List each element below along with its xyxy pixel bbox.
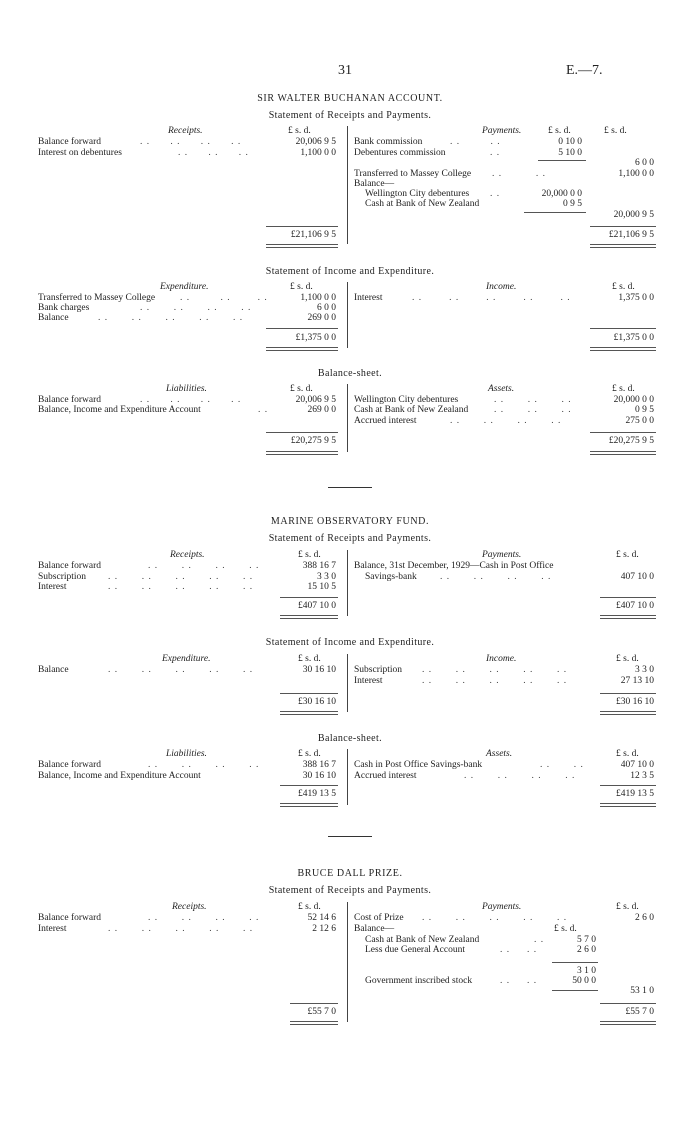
rp-title-marine: Statement of Receipts and Payments.: [268, 533, 432, 544]
ledger-total: £55 7 0: [307, 1007, 336, 1017]
section-divider: [328, 836, 372, 837]
ledger-label: Subscription: [38, 572, 87, 582]
expenditure-header: Expenditure.: [162, 654, 211, 664]
ledger-label: Balance, Income and Expenditure Account: [38, 405, 201, 415]
ledger-amount: 3 3 0: [317, 572, 336, 582]
ledger-total: £1,375 0 0: [613, 333, 654, 343]
ledger-total: £21,106 9 5: [608, 230, 654, 240]
ledger-label: Balance forward: [38, 561, 102, 571]
ledger-label: Cash at Bank of New Zealand: [365, 935, 480, 945]
ledger-total: £419 13 5: [298, 789, 336, 799]
currency-units: £ s. d.: [290, 282, 313, 292]
ledger-label: Interest: [354, 293, 383, 303]
ledger-amount: 407 10 0: [620, 760, 654, 770]
currency-units: £ s. d.: [298, 902, 321, 912]
ledger-label: Wellington City debentures: [365, 189, 470, 199]
rp-title-buchanan: Statement of Receipts and Payments.: [268, 110, 432, 121]
ledger-total: £30 16 10: [616, 697, 654, 707]
ledger-label: Interest: [38, 582, 67, 592]
ledger-amount: 407 10 0: [620, 572, 654, 582]
ledger-subamount: 5 7 0: [577, 935, 596, 945]
ledger-label: Less due General Account: [365, 945, 465, 955]
page-number: 31: [338, 63, 352, 78]
currency-units: £ s. d.: [298, 749, 321, 759]
ledger-label: Interest: [38, 924, 67, 934]
payments-header: Payments.: [482, 550, 522, 560]
ledger-amount: 30 16 10: [302, 771, 336, 781]
currency-units: £ s. d.: [604, 126, 627, 136]
currency-units: £ s. d.: [290, 384, 313, 394]
ledger-subamount: 0 10 0: [558, 137, 582, 147]
ledger-amount: 1,100 0 0: [618, 169, 654, 179]
ledger-amount: 2 6 0: [635, 913, 654, 923]
ie-title-marine: Statement of Income and Expenditure.: [265, 637, 435, 648]
ledger-label: Interest: [354, 676, 383, 686]
currency-units: £ s. d.: [616, 902, 639, 912]
bs-title-marine: Balance-sheet.: [317, 733, 383, 744]
ledger-label: Government inscribed stock: [365, 976, 473, 986]
section-title-marine: MARINE OBSERVATORY FUND.: [270, 516, 430, 527]
expenditure-header: Expenditure.: [160, 282, 209, 292]
ledger-subamount: 5 10 0: [558, 148, 582, 158]
ledger-label: Balance—: [354, 924, 395, 934]
ledger-label: Balance forward: [38, 913, 102, 923]
ledger-label: Balance, 31st December, 1929—Cash in Post Office: [354, 561, 554, 571]
ie-title-buchanan: Statement of Income and Expenditure.: [265, 266, 435, 277]
ledger-amount: 275 0 0: [625, 416, 654, 426]
ledger-label: Balance, Income and Expenditure Account: [38, 771, 201, 781]
section-title-bruce-dall: BRUCE DALL PRIZE.: [297, 868, 403, 879]
bs-title-buchanan: Balance-sheet.: [317, 368, 383, 379]
ledger-amount: 20,000 0 0: [613, 395, 654, 405]
ledger-label: Wellington City debentures: [354, 395, 459, 405]
ledger-label: Cash at Bank of New Zealand: [365, 199, 480, 209]
ledger-label: Balance: [38, 313, 69, 323]
currency-units: £ s. d.: [616, 654, 639, 664]
ledger-amount: 52 14 6: [307, 913, 336, 923]
ledger-amount: 6 0 0: [317, 303, 336, 313]
ledger-label: Subscription: [354, 665, 403, 675]
currency-units: £ s. d.: [298, 654, 321, 664]
ledger-label: Accrued interest: [354, 771, 417, 781]
ledger-amount: 53 1 0: [630, 986, 654, 996]
currency-units: £ s. d.: [288, 126, 311, 136]
ledger-label: Balance forward: [38, 137, 102, 147]
ledger-total: £30 16 10: [298, 697, 336, 707]
currency-units: £ s. d.: [612, 384, 635, 394]
liabilities-header: Liabilities.: [166, 749, 207, 759]
ledger-label: Savings-bank: [365, 572, 417, 582]
payments-header: Payments.: [482, 902, 522, 912]
ledger-label: Transferred to Massey College: [354, 169, 472, 179]
ledger-amount: 1,375 0 0: [618, 293, 654, 303]
section-divider: [328, 487, 372, 488]
ledger-subamount: 20,000 0 0: [541, 189, 582, 199]
ledger-total: £21,106 9 5: [290, 230, 336, 240]
currency-units: £ s. d.: [616, 550, 639, 560]
ledger-total: £1,375 0 0: [295, 333, 336, 343]
ledger-subamount: 3 1 0: [577, 966, 596, 976]
ledger-amount: 0 9 5: [635, 405, 654, 415]
ledger-total: £20,275 9 5: [290, 436, 336, 446]
ledger-amount: 388 16 7: [302, 561, 336, 571]
ledger-label: Accrued interest: [354, 416, 417, 426]
ledger-amount: 6 0 0: [635, 158, 654, 168]
ledger-amount: 1,100 0 0: [300, 148, 336, 158]
ledger-total: £419 13 5: [616, 789, 654, 799]
income-header: Income.: [486, 282, 517, 292]
ledger-label: Balance: [38, 665, 69, 675]
ledger-label: Balance forward: [38, 395, 102, 405]
ledger-amount: 269 0 0: [307, 405, 336, 415]
ledger-label: Interest on debentures: [38, 148, 122, 158]
ledger-subamount: 50 0 0: [572, 976, 596, 986]
receipts-header: Receipts.: [170, 550, 205, 560]
assets-header: Assets.: [486, 749, 513, 759]
ledger-amount: 2 12 6: [312, 924, 336, 934]
currency-units: £ s. d.: [298, 550, 321, 560]
receipts-header: Receipts.: [172, 902, 207, 912]
ledger-amount: 3 3 0: [635, 665, 654, 675]
ledger-label: Transferred to Massey College: [38, 293, 156, 303]
rp-title-bruce-dall: Statement of Receipts and Payments.: [268, 885, 432, 896]
payments-header: Payments.: [482, 126, 522, 136]
section-title-buchanan: SIR WALTER BUCHANAN ACCOUNT.: [257, 93, 443, 104]
ledger-label: Balance forward: [38, 760, 102, 770]
ledger-label: Debentures commission: [354, 148, 446, 158]
assets-header: Assets.: [488, 384, 515, 394]
ledger-label: Balance—: [354, 179, 395, 189]
ledger-total: £407 10 0: [298, 601, 336, 611]
currency-units: £ s. d.: [616, 749, 639, 759]
ledger-total: £407 10 0: [616, 601, 654, 611]
ledger-label: Cash in Post Office Savings-bank: [354, 760, 483, 770]
ledger-label: Cash at Bank of New Zealand: [354, 405, 469, 415]
ledger-label: Bank commission: [354, 137, 423, 147]
ledger-label: Bank charges: [38, 303, 90, 313]
ledger-amount: 269 0 0: [307, 313, 336, 323]
ledger-amount: 388 16 7: [302, 760, 336, 770]
ledger-amount: 20,000 9 5: [613, 210, 654, 220]
currency-units: £ s. d.: [548, 126, 571, 136]
currency-units: £ s. d.: [554, 924, 577, 934]
ledger-subamount: 2 6 0: [577, 945, 596, 955]
ledger-amount: 27 13 10: [620, 676, 654, 686]
ledger-amount: 12 3 5: [630, 771, 654, 781]
ledger-amount: 20,006 9 5: [295, 395, 336, 405]
ledger-subamount: 0 9 5: [563, 199, 582, 209]
ledger-total: £55 7 0: [625, 1007, 654, 1017]
liabilities-header: Liabilities.: [166, 384, 207, 394]
ledger-amount: 15 10 5: [307, 582, 336, 592]
income-header: Income.: [486, 654, 517, 664]
receipts-header: Receipts.: [168, 126, 203, 136]
ledger-label: Cost of Prize: [354, 913, 404, 923]
currency-units: £ s. d.: [612, 282, 635, 292]
ledger-amount: 20,006 9 5: [295, 137, 336, 147]
ledger-amount: 1,100 0 0: [300, 293, 336, 303]
document-code: E.—7.: [566, 63, 603, 78]
ledger-amount: 30 16 10: [302, 665, 336, 675]
ledger-total: £20,275 9 5: [608, 436, 654, 446]
